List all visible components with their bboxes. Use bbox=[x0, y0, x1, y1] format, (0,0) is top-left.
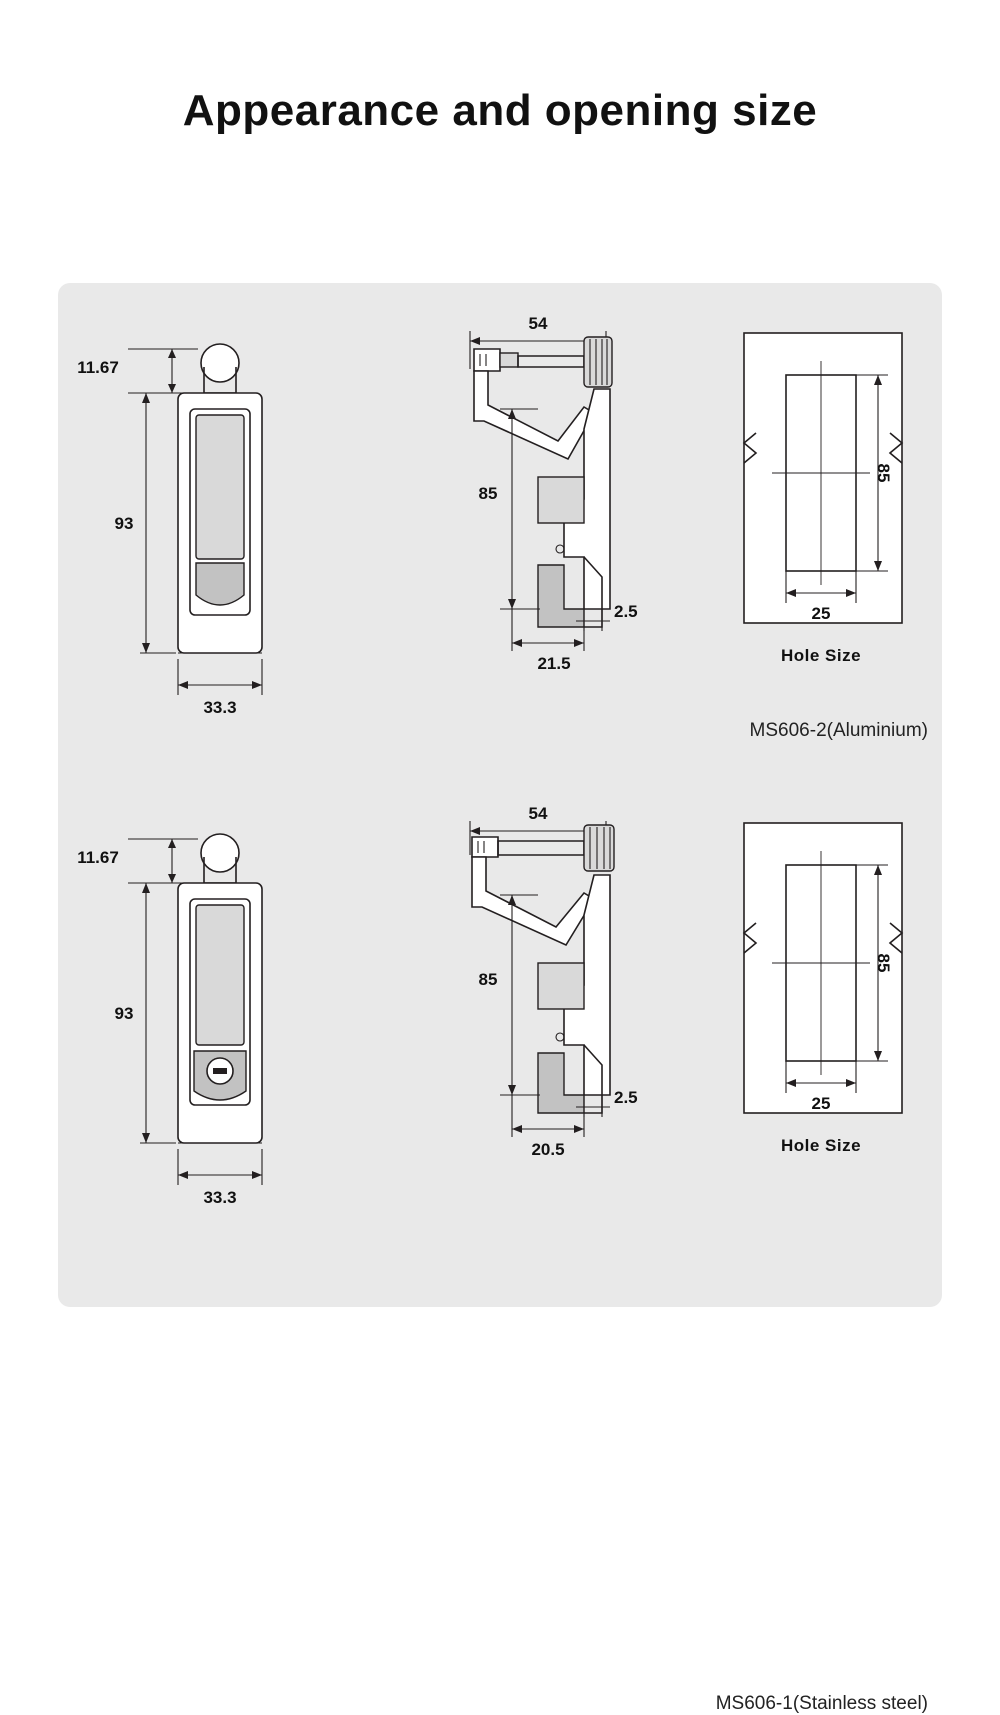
dim-front-topgap: 11.67 bbox=[77, 358, 119, 377]
dim-front-width: 33.3 bbox=[203, 1188, 237, 1207]
dim-side-height: 85 bbox=[478, 970, 498, 989]
dim-hole-width: 25 bbox=[811, 1094, 831, 1113]
side-view-ms606-1 bbox=[388, 799, 688, 1229]
side-view-ms606-2 bbox=[388, 309, 688, 739]
variant-label-ms606-1: MS606-1(Stainless steel) bbox=[715, 1693, 928, 1714]
diagram-panel bbox=[58, 283, 942, 1714]
dim-side-depth: 21.5 bbox=[537, 654, 571, 673]
dim-side-depth: 20.5 bbox=[531, 1140, 565, 1159]
dim-hole-height: 85 bbox=[874, 463, 893, 483]
dim-front-topgap: 11.67 bbox=[77, 848, 119, 867]
dim-side-width: 54 bbox=[528, 804, 548, 823]
hole-view-ms606-2 bbox=[708, 313, 968, 713]
dim-side-flange: 2.5 bbox=[614, 602, 638, 621]
dim-front-width: 33.3 bbox=[203, 698, 237, 717]
variant-block-ms606-2 bbox=[58, 283, 942, 795]
dim-side-width: 54 bbox=[528, 314, 548, 333]
hole-view-ms606-1 bbox=[708, 803, 968, 1203]
dim-side-flange: 2.5 bbox=[614, 1088, 638, 1107]
hole-size-caption: Hole Size bbox=[780, 1136, 862, 1155]
front-view-ms606-1 bbox=[68, 813, 368, 1243]
dim-hole-width: 25 bbox=[811, 604, 831, 623]
hole-size-caption: Hole Size bbox=[780, 646, 862, 665]
dim-hole-height: 85 bbox=[874, 953, 893, 973]
dim-front-height: 93 bbox=[114, 514, 134, 533]
front-view-ms606-2 bbox=[68, 323, 368, 753]
variant-block-ms606-1 bbox=[58, 773, 942, 1714]
page-title: Appearance and opening size bbox=[182, 86, 818, 135]
variant-label-ms606-2: MS606-2(Aluminium) bbox=[749, 720, 928, 741]
dim-front-height: 93 bbox=[114, 1004, 134, 1023]
dim-side-height: 85 bbox=[478, 484, 498, 503]
